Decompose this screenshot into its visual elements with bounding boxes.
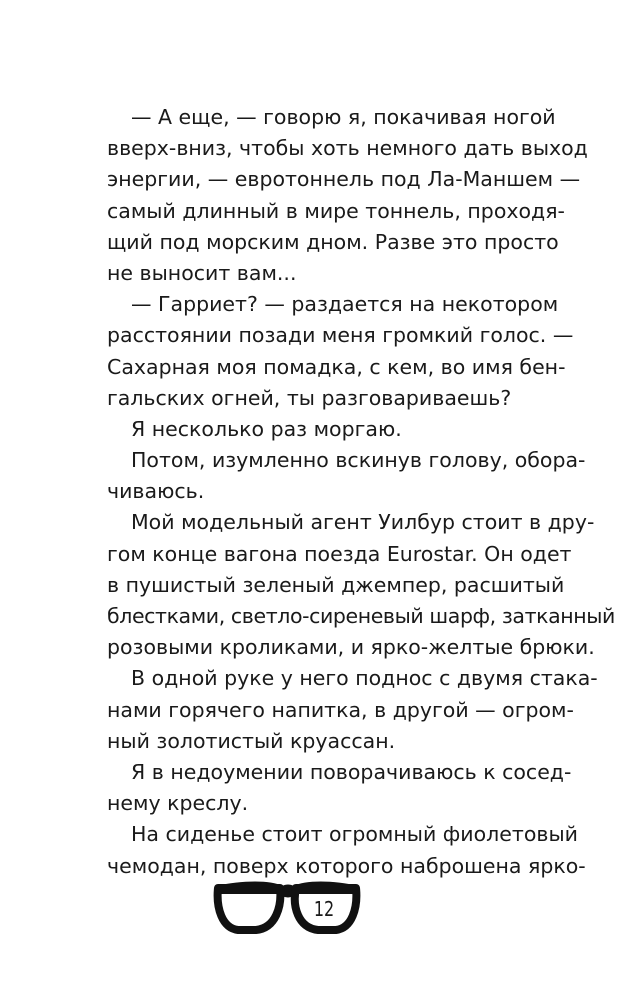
text-line: гом конце вагона поезда Eurostar. Он одет (107, 541, 572, 566)
page-number-folio (212, 872, 362, 942)
text-line: в пушистый зеленый джемпер, расшитый (107, 572, 565, 597)
text-line: чиваюсь. (107, 479, 205, 504)
text-line: розовыми кроликами, и ярко-желтые брюки. (107, 635, 595, 660)
text-line: На сиденье стоит огромный фиолетовый (131, 822, 578, 847)
text-line: энергии, — евротоннель под Ла-Маншем — (107, 167, 581, 192)
text-line: Потом, изумленно вскинув голову, обора- (131, 448, 586, 473)
text-line: чемодан, поверх которого наброшена ярко- (107, 853, 586, 878)
text-line: самый длинный в мире тоннель, проходя- (107, 198, 565, 223)
text-line: В одной руке у него поднос с двумя стака- (131, 666, 598, 691)
text-line: — Гарриет? — раздается на некотором (131, 292, 559, 317)
text-line: не выносит вам... (107, 260, 297, 285)
body-text (107, 102, 615, 882)
text-line: вверх-вниз, чтобы хоть немного дать выход (107, 136, 588, 161)
page-number: 12 (313, 897, 335, 921)
text-line: блестками, светло-сиреневый шарф, затканный (107, 604, 615, 628)
text-line: расстоянии позади меня громкий голос. — (107, 323, 574, 348)
text-line: ный золотистый круассан. (107, 728, 396, 753)
text-line: Я несколько раз моргаю. (131, 416, 402, 441)
text-line: гальских огней, ты разговариваешь? (107, 385, 512, 410)
text-line: Сахарная моя помадка, с кем, во имя бен- (107, 354, 566, 379)
text-line: — А еще, — говорю я, покачивая ногой (131, 105, 556, 129)
text-line: Мой модельный агент Уилбур стоит в дру- (131, 510, 595, 535)
text-line: нами горячего напитка, в другой — огром- (107, 697, 574, 722)
text-line: нему креслу. (107, 791, 249, 816)
text-line: Я в недоумении поворачиваюсь к сосед- (131, 759, 572, 784)
text-line: щий под морским дном. Разве это просто (107, 229, 559, 254)
